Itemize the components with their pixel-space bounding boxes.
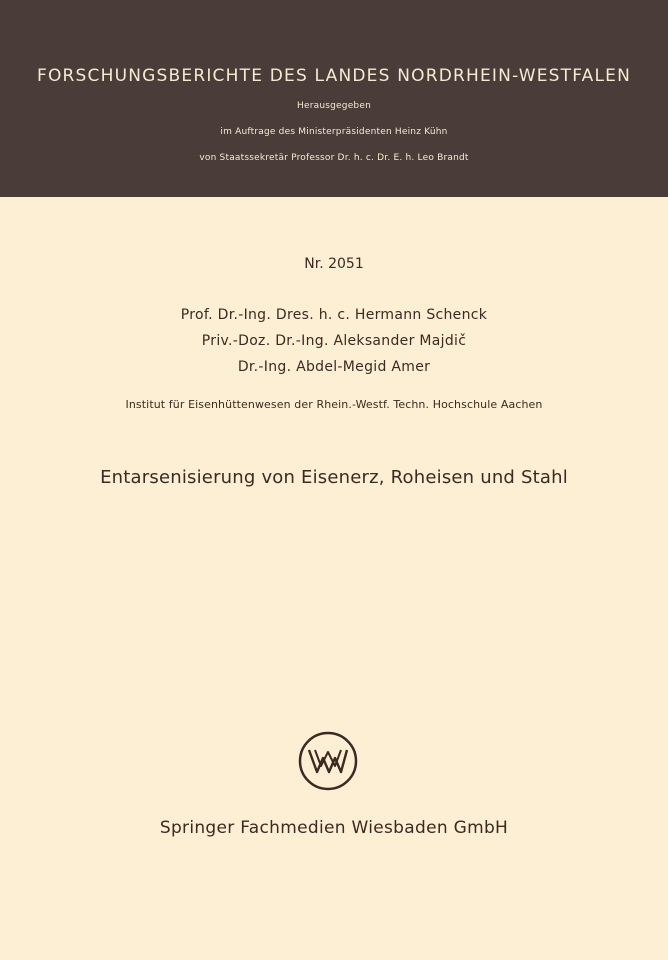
editor-line-3: von Staatssekretär Professor Dr. h. c. Dr. E. h. Leo Brandt [199,153,469,163]
institute: Institut für Eisenhüttenwesen der Rhein.-Westf. Techn. Hochschule Aachen [125,398,543,411]
author-1: Prof. Dr.-Ing. Dres. h. c. Hermann Schenck [180,307,488,323]
editor-line-1: Herausgegeben [297,101,371,111]
report-number: Nr. 2051 [304,256,364,272]
author-3: Dr.-Ing. Abdel-Megid Amer [237,359,431,375]
series-title: FORSCHUNGSBERICHTE DES LANDES NORDRHEIN-WESTFALEN [36,66,632,86]
publisher-name: Springer Fachmedien Wiesbaden GmbH [159,818,509,838]
author-2: Priv.-Doz. Dr.-Ing. Aleksander Majdič [201,333,467,349]
series-banner [0,0,668,197]
book-title: Entarsenisierung von Eisenerz, Roheisen und Stahl [100,467,568,488]
editor-line-2: im Auftrage des Ministerpräsidenten Heinz Kühn [220,127,448,137]
springer-vs-logo-icon [297,730,359,792]
